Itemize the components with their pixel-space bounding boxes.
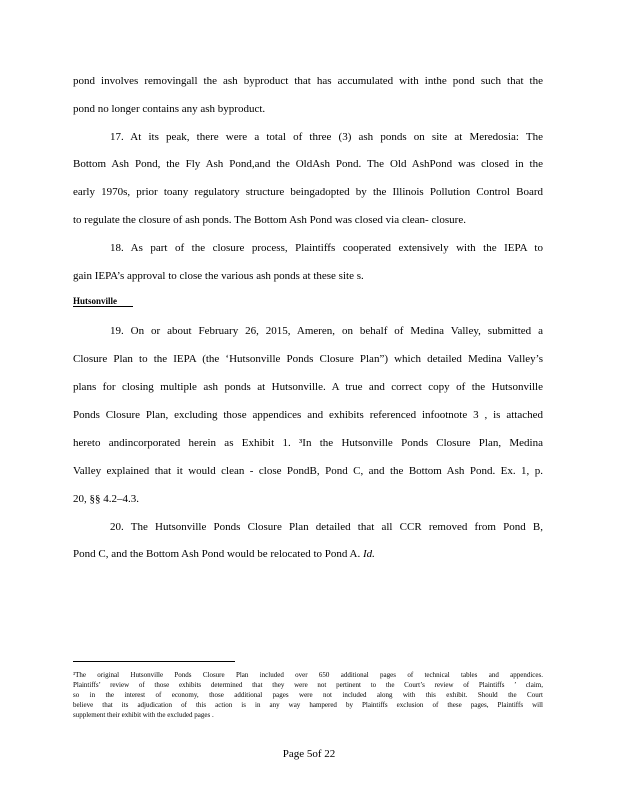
body-line: pond no longer contains any ash byproduct.: [73, 103, 266, 115]
footnote-line: believe that its adjudication of this action is in any way hampered by Plaintiffs exclusion of these pages, Plaintiffs will: [73, 701, 543, 709]
body-line: Valley explained that it would clean - close PondB, Pond C, and the Bottom Ash Pond. Ex. 1, p.: [73, 465, 543, 477]
footnote-line: Plaintiffs’ review of those exhibits determined that they were not pertinent to the Court’s review of Plaintiffs ’ claim,: [73, 681, 543, 689]
body-line: plans for closing multiple ash ponds at Hutsonville. A true and correct copy of the Hutsonville: [73, 381, 543, 393]
body-line: to regulate the closure of ash ponds. The Bottom Ash Pond was closed via clean- closure.: [73, 214, 466, 226]
body-line: Pond C, and the Bottom Ash Pond would be relocated to Pond A. Id.: [73, 548, 375, 560]
footnote-separator: [73, 661, 235, 662]
body-line: early 1970s, prior toany regulatory structure beingadopted by the Illinois Pollution Control Board: [73, 186, 543, 198]
body-line: 18. As part of the closure process, Plaintiffs cooperated extensively with the IEPA to: [110, 242, 543, 254]
body-line: Ponds Closure Plan, excluding those appendices and exhibits referenced infootnote 3 , is attached: [73, 409, 543, 421]
page-number: Page 5of 22: [282, 748, 336, 760]
body-line: Bottom Ash Pond, the Fly Ash Pond,and the OldAsh Pond. The Old AshPond was closed in the: [73, 158, 543, 170]
citation-id: Id.: [362, 548, 375, 560]
body-line: 20, §§ 4.2–4.3.: [73, 493, 139, 505]
section-heading-underline: [73, 306, 133, 307]
footnote-line: ³The original Hutsonville Ponds Closure Plan included over 650 additional pages of technical tables and appendices.: [73, 671, 543, 679]
footnote-line: supplement their exhibit with the excluded pages .: [73, 711, 214, 719]
body-line: Closure Plan to the IEPA (the ‘Hutsonville Ponds Closure Plan”) which detailed Medina Valley’s: [73, 353, 543, 365]
body-line: pond involves removingall the ash byproduct that has accumulated with inthe pond such that the: [73, 75, 543, 87]
section-heading: Hutsonville: [73, 296, 118, 306]
footnote-line: so in the interest of economy, those additional pages were not included along with this exhibit. Should the Court: [73, 691, 543, 699]
body-line: hereto andincorporated herein as Exhibit 1. ³In the Hutsonville Ponds Closure Plan, Medina: [73, 437, 543, 449]
body-line: 17. At its peak, there were a total of three (3) ash ponds on site at Meredosia: The: [110, 131, 543, 143]
body-line: gain IEPA’s approval to close the various ash ponds at these site s.: [73, 270, 364, 282]
body-line: 19. On or about February 26, 2015, Ameren, on behalf of Medina Valley, submitted a: [110, 325, 543, 337]
body-line: 20. The Hutsonville Ponds Closure Plan detailed that all CCR removed from Pond B,: [110, 521, 543, 533]
